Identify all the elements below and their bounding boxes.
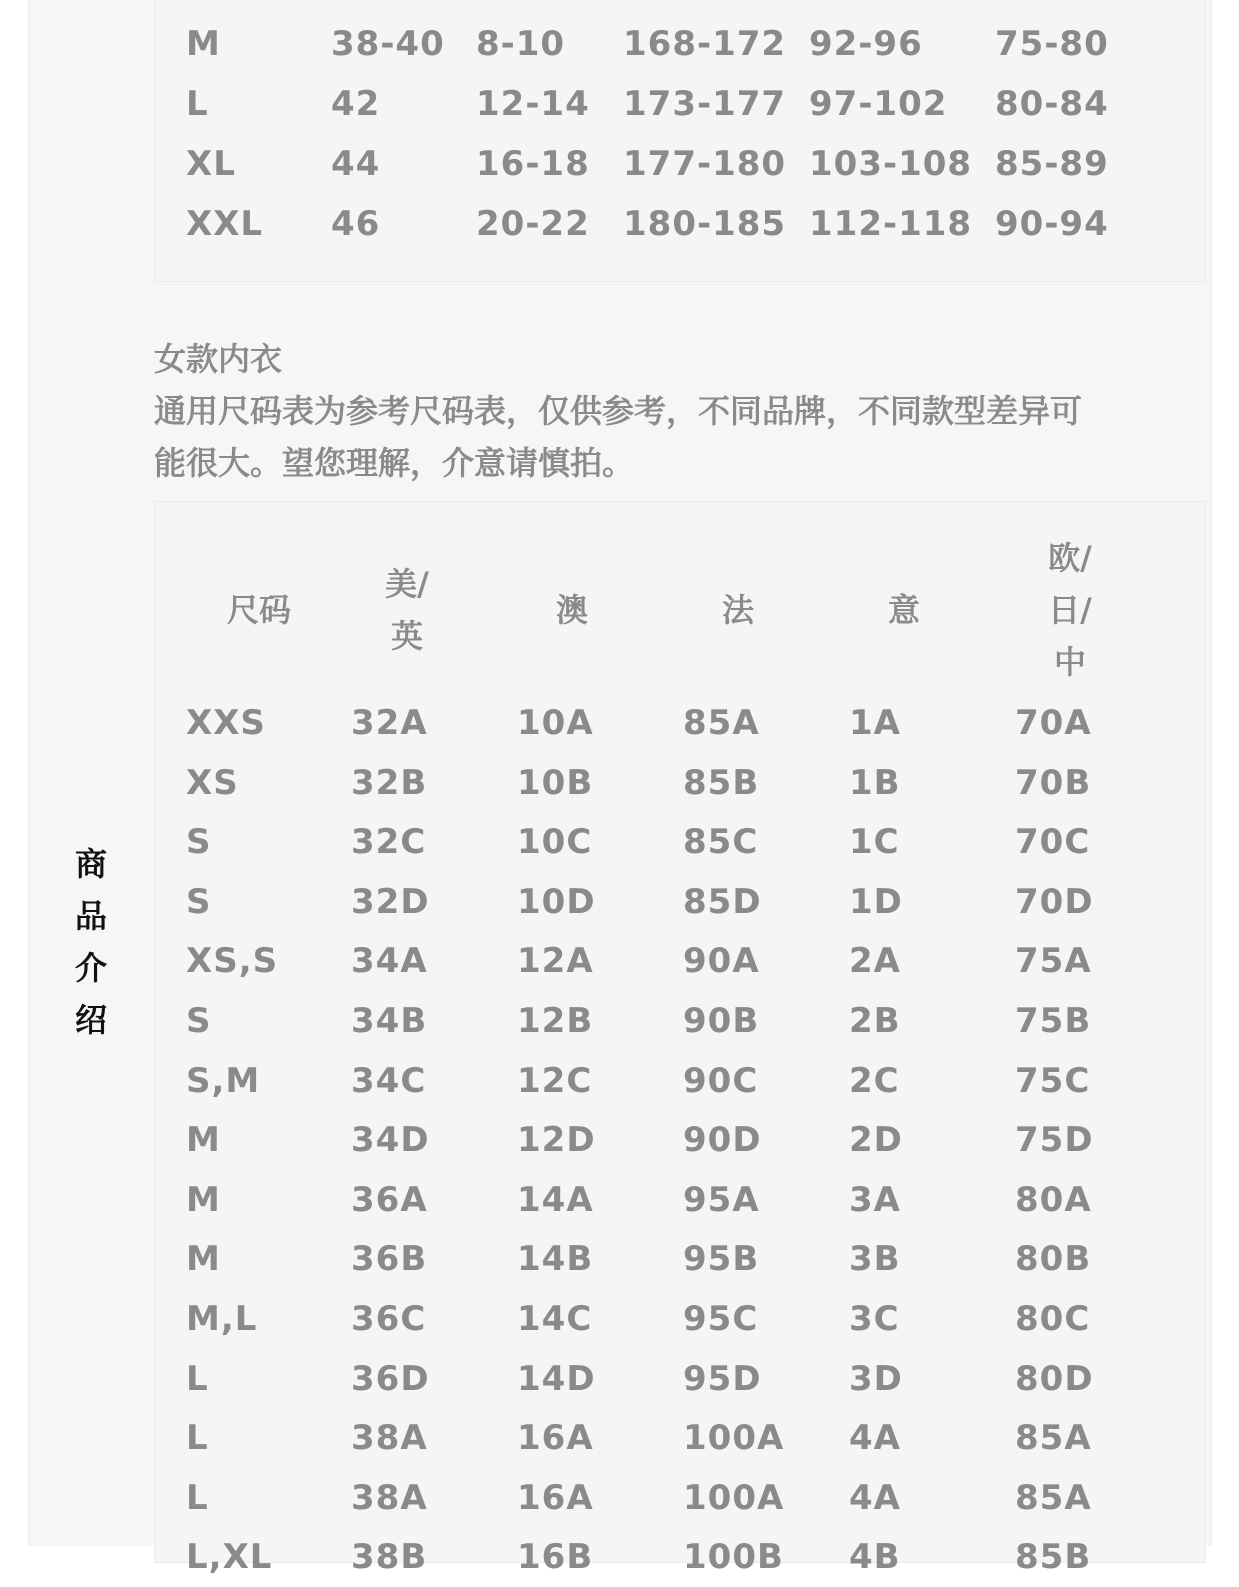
table-cell: S [186,1001,212,1041]
table-cell: 103-108 [809,144,973,184]
table-cell: 12A [517,941,594,982]
table-row [155,1527,1205,1587]
table-cell: 14D [517,1358,596,1399]
table-cell: 85D [683,881,762,922]
table-cell: 85-89 [995,144,1109,184]
table-cell: 10B [517,762,594,803]
table-cell: 38-40 [331,24,445,64]
table-cell: XXS [186,703,266,743]
table-cell: 12D [517,1120,596,1161]
table-cell: 80D [1015,1358,1094,1399]
table-cell: S,M [186,1060,261,1101]
table-row [155,1468,1205,1528]
table-cell: 16A [517,1477,594,1518]
side-label-char: 商 [74,845,107,883]
table-cell: 16A [517,1418,594,1459]
table-header-line: 澳 [555,591,588,629]
table-row [155,1289,1205,1349]
table-row [155,14,1205,74]
table-cell: L [186,1358,209,1399]
table-cell: 1D [849,881,903,922]
table-cell: 75C [1015,1060,1091,1101]
table-cell: M [186,1120,221,1161]
table-cell: 80-84 [995,84,1109,124]
table-header-cell [219,584,299,636]
table-header-line: 意 [887,591,920,629]
table-cell: 4B [849,1537,901,1578]
table-cell: 80B [1015,1239,1092,1280]
table-cell: 1B [849,762,901,803]
table-cell: 70D [1015,881,1094,922]
table-cell: 95A [683,1179,760,1220]
table-cell: 85A [1015,1418,1092,1459]
table-cell: 34D [351,1120,430,1161]
table-row [155,931,1205,991]
table-cell: 8-10 [476,24,566,64]
table-cell: 38A [351,1418,428,1459]
table-cell: 1A [849,703,901,743]
women-size-table [154,501,1206,1578]
table-cell: 36D [351,1358,430,1399]
table-cell: M [186,1239,221,1280]
table-cell: 12C [517,1060,593,1101]
table-cell: 173-177 [623,84,787,124]
table-cell: 90D [683,1120,762,1161]
table-cell: 177-180 [623,144,787,184]
table-row [155,872,1205,932]
table-cell: 12-14 [476,84,590,124]
table-cell: 70A [1015,703,1092,743]
table-cell: XXL [186,204,264,244]
table-cell: 10D [517,881,596,922]
table-cell: 2B [849,1001,901,1041]
table-cell: 1C [849,822,900,863]
table-cell: L [186,84,209,124]
table-cell: S [186,822,212,863]
table-cell: XS [186,762,239,803]
table-cell: 100A [683,1477,785,1518]
table-header-line: 日/ [1048,591,1092,629]
table-cell: 80A [1015,1179,1092,1220]
table-cell: 85B [1015,1537,1092,1578]
table-cell: 14A [517,1179,594,1220]
table-cell: 34B [351,1001,428,1041]
table-cell: 10C [517,822,593,863]
table-row [155,1051,1205,1111]
table-cell: 85A [1015,1477,1092,1518]
table-cell: 90C [683,1060,759,1101]
table-row [155,1170,1205,1230]
table-cell: 70C [1015,822,1091,863]
table-cell: 100A [683,1418,785,1459]
table-row [155,194,1205,254]
table-row [155,1229,1205,1289]
table-cell: M [186,24,221,64]
table-cell: S [186,881,212,922]
table-cell: XS,S [186,941,279,982]
table-cell: 75B [1015,1001,1092,1041]
table-cell: 2A [849,941,901,982]
table-cell: 34A [351,941,428,982]
table-cell: 180-185 [623,204,787,244]
table-cell: L [186,1477,209,1518]
table-cell: L,XL [186,1537,273,1578]
table-cell: 97-102 [809,84,948,124]
table-cell: 3D [849,1358,903,1399]
table-row [155,1349,1205,1409]
table-cell: M [186,1179,221,1220]
table-cell: 90-94 [995,204,1109,244]
table-cell: 95D [683,1358,762,1399]
table-cell: 2C [849,1060,900,1101]
table-cell: 32A [351,703,428,743]
table-header-cell [698,584,778,636]
table-cell: 90A [683,941,760,982]
table-cell: 85A [683,703,760,743]
table-cell: 3C [849,1299,900,1339]
table-header-cell [367,558,447,662]
table-cell: 4A [849,1477,901,1518]
table-cell: 85B [683,762,760,803]
table-cell: 3A [849,1179,901,1220]
table-header-cell [532,584,612,636]
table-cell: 168-172 [623,24,787,64]
table-cell: 36B [351,1239,428,1280]
table-cell: 34C [351,1060,427,1101]
women-section-title: 女款内衣 [154,340,283,378]
table-cell: 80C [1015,1299,1091,1339]
women-section-note-line: 能很大。望您理解，介意请慎拍。 [154,444,635,482]
table-cell: 95B [683,1239,760,1280]
table-cell: 16B [517,1537,594,1578]
table-cell: 92-96 [809,24,923,64]
table-cell: 16-18 [476,144,590,184]
table-cell: 14C [517,1299,593,1339]
table-header-line: 欧/ [1048,539,1092,577]
table-cell: 44 [331,144,381,184]
table-cell: 95C [683,1299,759,1339]
table-cell: L [186,1418,209,1459]
table-cell: 3B [849,1239,901,1280]
table-header-cell [864,584,944,636]
table-row [155,693,1205,753]
table-row [155,991,1205,1051]
women-section-note [154,333,1204,489]
table-cell: 100B [683,1537,784,1578]
table-cell: 38B [351,1537,428,1578]
table-cell: 14B [517,1239,594,1280]
side-label-char: 绍 [74,1001,107,1039]
table-cell: 75D [1015,1120,1094,1161]
table-row [155,1110,1205,1170]
women-section-note-line: 通用尺码表为参考尺码表，仅供参考，不同品牌，不同款型差异可 [154,392,1083,430]
table-row [155,134,1205,194]
table-cell: 46 [331,204,381,244]
side-label-char: 介 [74,949,107,987]
table-cell: 38A [351,1477,428,1518]
table-cell: 4A [849,1418,901,1459]
table-cell: 85C [683,822,759,863]
side-label-char: 品 [74,897,107,935]
table-cell: 36C [351,1299,427,1339]
table-cell: 75A [1015,941,1092,982]
table-header-line: 尺码 [226,591,291,629]
table-cell: M,L [186,1299,258,1339]
table-header-line: 法 [721,591,754,629]
table-cell: 2D [849,1120,903,1161]
side-label [70,838,112,1046]
table-header-line: 中 [1053,643,1086,681]
table-header-line: 美/ [385,565,429,603]
table-row [155,812,1205,872]
table-row [155,753,1205,813]
table-cell: 75-80 [995,24,1109,64]
table-cell: 42 [331,84,381,124]
table-cell: 10A [517,703,594,743]
men-size-table [154,0,1206,282]
table-header-cell [1030,532,1110,688]
table-cell: 90B [683,1001,760,1041]
table-cell: 20-22 [476,204,590,244]
table-cell: 12B [517,1001,594,1041]
table-row [155,74,1205,134]
table-cell: 32B [351,762,428,803]
table-cell: 36A [351,1179,428,1220]
table-cell: 32D [351,881,430,922]
table-row [155,1408,1205,1468]
table-cell: 112-118 [809,204,973,244]
table-cell: 32C [351,822,427,863]
table-cell: XL [186,144,236,184]
table-header-line: 英 [390,617,423,655]
table-cell: 70B [1015,762,1092,803]
